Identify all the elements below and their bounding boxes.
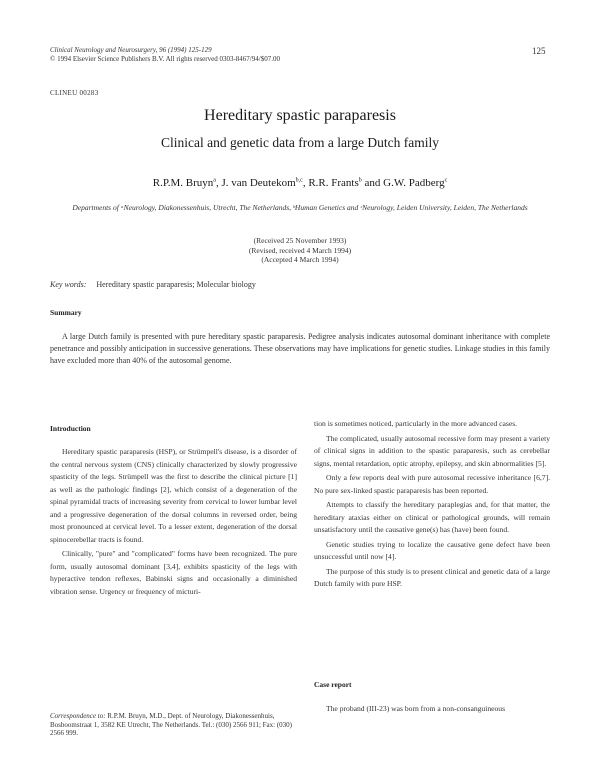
author-list	[0, 177, 600, 189]
author-separator: ,	[215, 177, 222, 189]
correspondence-footnote	[50, 712, 297, 738]
introduction-right-column	[314, 418, 550, 591]
intro-paragraph: tion is sometimes noticed, particularly in the more advanced cases.	[314, 419, 518, 428]
journal-citation	[50, 46, 490, 63]
author-affiliation-mark: b,c	[295, 177, 303, 184]
keywords-line	[50, 280, 256, 289]
author-affiliations: Departments of ᵃNeurology, Diakonessenhuis, Utrecht, The Netherlands, ᵇHuman Genetics and ᶜNeurology, Leiden University, Leiden, The Netherlands	[72, 203, 528, 212]
summary-text: A large Dutch family is presented with pure hereditary spastic paraparesis. Pedigree analysis indicates autosomal dominant inheritance with complete penetrance and possibly anticipation in successive generations. These observations may have implications for genetic studies. Linkage studies in this family have excluded more than 40% of the autosomal genome.	[50, 332, 550, 365]
case-report-heading: Case report	[314, 680, 352, 689]
revised-date: (Revised, received 4 March 1994)	[248, 245, 352, 255]
footnote-label: Correspondence to:	[50, 712, 106, 720]
author-affiliation-mark: a	[213, 177, 216, 184]
journal-name: Clinical Neurology and Neurosurgery, 96 (1994) 125-129	[50, 46, 212, 54]
introduction-left-column	[50, 446, 297, 598]
author-name: G.W. Padberg	[383, 177, 445, 189]
introduction-heading: Introduction	[50, 424, 91, 433]
article-title: Hereditary spastic paraparesis	[204, 107, 396, 124]
copyright-line: © 1994 Elsevier Science Publishers B.V. All rights reserved 0303-8467/94/$07.00	[50, 54, 280, 63]
received-date: (Received 25 November 1993)	[253, 236, 347, 245]
author-name: J. van Deutekom	[221, 177, 296, 189]
intro-paragraph: The purpose of this study is to present clinical and genetic data of a large Dutch family with pure HSP.	[314, 566, 550, 588]
article-subtitle: Clinical and genetic data from a large Dutch family	[161, 135, 439, 150]
intro-paragraph: Attempts to classify the hereditary paraplegias and, for that matter, the hereditary ataxias either on clinical or pathological grounds, will remain unsatisfactory until the causative gene(s) has (have) been found.	[314, 500, 550, 534]
author-affiliation-mark: b	[358, 177, 362, 184]
intro-paragraph: Genetic studies trying to localize the causative gene defect have been unsuccessful until now [4].	[314, 539, 550, 561]
keywords-text: Hereditary spastic paraparesis; Molecular biology	[96, 280, 256, 289]
intro-paragraph: Hereditary spastic paraparesis (HSP), or Strümpell's disease, is a disorder of the central nervous system (CNS) clinically characterized by slowly progressive spasticity of the legs. Strümpell was the first to describe the clinical picture [1] as well as the pathologic findings [2], which consist of a degeneration of the spinal pyramidal tracts of increasing severity from cervical to lower lumbar level and a progressive degeneration of the dorsal columns in reversed order, being most pronounced at cervical level. To a lesser extent, degeneration of the dorsal spinocerebellar tracts is found.	[50, 447, 297, 544]
author-affiliation-mark: c	[444, 177, 448, 184]
accepted-date: (Accepted 4 March 1994)	[261, 255, 339, 264]
footnote-text: R.P.M. Bruyn, M.D., Dept. of Neurology, Diakonessenhuis, Bosboomstraat 1, 3582 KE Utrecht, The Netherlands. Tel.: (030) 2566 911; Fax: (030) 2566 999.	[50, 712, 293, 737]
author-separator: and	[361, 177, 384, 189]
keywords-label: Key words:	[50, 280, 87, 289]
intro-paragraph: Only a few reports deal with pure autosomal recessive inheritance [6,7]. No pure sex-linked spastic paraparesis has been reported.	[314, 473, 550, 495]
summary-heading: Summary	[50, 308, 82, 317]
article-dates	[0, 236, 600, 265]
author-name: R.P.M. Bruyn	[152, 177, 214, 189]
intro-paragraph: Clinically, "pure" and "complicated" forms have been recognized. The pure form, usually autosomal dominant [3,4], exhibits spasticity of the legs with hyperactive tendon reflexes, Babinski signs and occasionally a diminished vibration sense. Urgency or frequency of micturi-	[50, 549, 297, 596]
intro-paragraph: The complicated, usually autosomal recessive form may present a variety of clinical signs in addition to the spastic paraparesis, such as cerebellar signs, mental retardation, optic atrophy, epilepsy, and skin abnormalities [5].	[314, 433, 550, 468]
author-name: R.R. Frants	[308, 177, 359, 189]
page-number: 125	[532, 46, 546, 56]
case-report-text: The proband (III-23) was born from a non-consanguineous	[326, 704, 506, 713]
author-separator: ,	[302, 177, 309, 189]
article-code: CLINEU 00283	[50, 89, 99, 97]
